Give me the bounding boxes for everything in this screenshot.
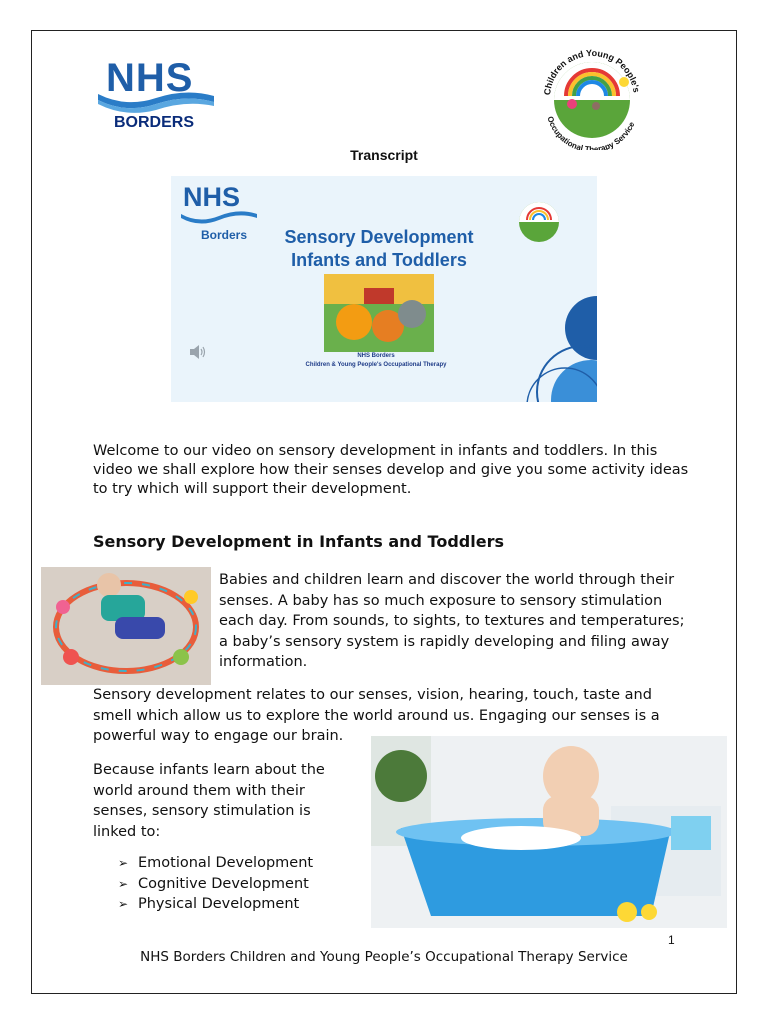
slide-sub-line2: Children & Young People's Occupational Therapy [305,362,447,368]
baby-bath-photo [371,736,727,928]
arrow-bullet-icon: ➢ [118,897,129,911]
ot-logo-text-bottom: Occupational Therapy Service [545,115,637,150]
slide-title [259,226,499,272]
list-item-label: Physical Development [138,896,300,912]
slide-sub-line1: NHS Borders [357,353,395,359]
baby-sensory-photo [41,567,211,685]
section-heading: Sensory Development in Infants and Toddlers [93,532,504,551]
nhs-borders-logo [96,56,216,136]
footer-text: NHS Borders Children and Young People’s Occupational Therapy Service [140,949,628,965]
list-item [118,894,313,915]
infants-paragraph: Because infants learn about the world around them with their senses, sensory stimulation is linked to: [93,762,325,840]
nhs-logo-word: NHS [106,56,194,100]
intro-paragraph: Welcome to our video on sensory development in infants and toddlers. In this video we shall explore how their senses develop and give you some activity ideas to try which will support their development. [93,443,689,497]
list-item [118,853,313,874]
slide-nhs-sub: Borders [201,228,248,242]
list-item-label: Cognitive Development [138,875,309,892]
video-thumbnail[interactable] [171,176,597,402]
list-item [118,874,313,895]
development-list [118,853,313,915]
ot-service-logo [536,46,648,150]
babies-paragraph: Babies and children learn and discover the world through their senses. A baby has so much exposure to sensory stimulation each day. From sounds, to sights, to textures and temperatures; a baby’s sensory system is rapidly developing and filing away information. [219,572,685,670]
slide-nhs-word: NHS [183,182,241,212]
arrow-bullet-icon: ➢ [118,856,129,870]
ot-logo-text-top: Children and Young People's [542,47,642,96]
slide-ot-logo [515,196,563,246]
arrow-bullet-icon: ➢ [118,876,129,891]
slide-title-line1: Sensory Development [284,227,474,247]
cartoon-image [324,274,434,352]
slide-subtitle [271,352,481,370]
speaker-icon[interactable] [189,344,207,360]
list-item-label: Emotional Development [138,855,314,871]
slide-decoration [511,296,597,402]
slide-title-line2: Infants and Toddlers [291,250,467,270]
document-title: Transcript [350,147,418,163]
page-number: 1 [668,933,675,947]
nhs-logo-sub: BORDERS [114,114,195,131]
senses-paragraph: Sensory development relates to our senses, vision, hearing, touch, taste and smell which allow us to explore the world around us. Engaging our senses is a powerful way to engage our brain. [93,687,660,744]
